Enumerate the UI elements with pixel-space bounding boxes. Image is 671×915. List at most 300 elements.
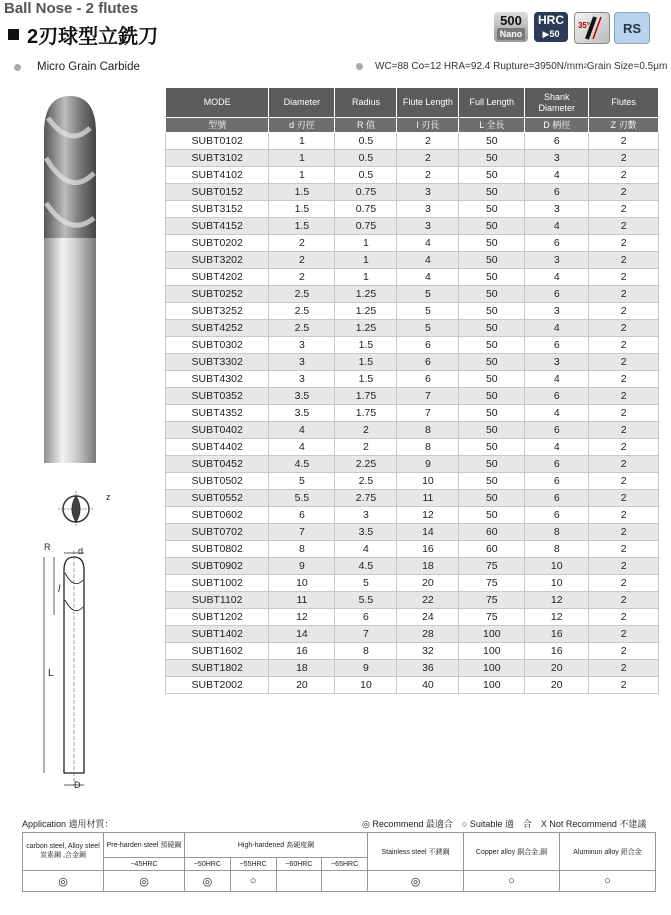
header-cell-zh: D 柄徑 bbox=[525, 118, 589, 133]
table-cell: 5.5 bbox=[335, 592, 397, 609]
bullet-dot-icon bbox=[14, 64, 21, 71]
table-cell: SUBT0702 bbox=[166, 524, 269, 541]
table-cell: 2 bbox=[397, 133, 459, 150]
rating-cell: ◎ bbox=[104, 871, 185, 892]
table-cell: SUBT4252 bbox=[166, 320, 269, 337]
table-cell: 20 bbox=[525, 660, 589, 677]
helix-angle-badge bbox=[574, 12, 610, 44]
header-cell: Diameter bbox=[269, 88, 335, 118]
table-cell: 50 bbox=[459, 235, 525, 252]
table-row bbox=[166, 252, 659, 269]
table-cell: 1 bbox=[335, 252, 397, 269]
table-cell: 3 bbox=[525, 150, 589, 167]
table-cell: 50 bbox=[459, 490, 525, 507]
spec-sup: 2 bbox=[583, 63, 587, 70]
table-cell: 11 bbox=[269, 592, 335, 609]
table-cell: 8 bbox=[525, 541, 589, 558]
table-cell: 6 bbox=[525, 133, 589, 150]
table-cell: SUBT4352 bbox=[166, 405, 269, 422]
spec-prefix: WC=88 Co=12 HRA=92.4 Rupture=3950N/mm bbox=[375, 61, 584, 72]
table-cell: 2 bbox=[589, 677, 659, 694]
table-row bbox=[166, 643, 659, 660]
table-row bbox=[166, 456, 659, 473]
hrc-label: ~50HRC bbox=[185, 858, 231, 871]
rating-cell: ○ bbox=[560, 871, 656, 892]
table-cell: 3 bbox=[525, 201, 589, 218]
table-cell: SUBT1002 bbox=[166, 575, 269, 592]
table-cell: SUBT4402 bbox=[166, 439, 269, 456]
table-cell: 5 bbox=[269, 473, 335, 490]
material-text: Micro Grain Carbide bbox=[37, 61, 140, 73]
table-cell: 3 bbox=[269, 354, 335, 371]
table-row bbox=[166, 439, 659, 456]
table-cell: SUBT0452 bbox=[166, 456, 269, 473]
table-cell: 7 bbox=[397, 405, 459, 422]
table-cell: 1 bbox=[335, 269, 397, 286]
end-mill-photo bbox=[30, 88, 110, 473]
table-cell: 2.5 bbox=[269, 286, 335, 303]
table-cell: 12 bbox=[525, 592, 589, 609]
table-cell: 2.75 bbox=[335, 490, 397, 507]
table-cell: 4 bbox=[525, 405, 589, 422]
table-cell: 4.5 bbox=[269, 456, 335, 473]
table-cell: 2.5 bbox=[269, 303, 335, 320]
table-cell: 3 bbox=[525, 354, 589, 371]
table-cell: 4 bbox=[397, 269, 459, 286]
table-cell: 8 bbox=[397, 439, 459, 456]
header-cell-zh: R 值 bbox=[335, 118, 397, 133]
rating-cell bbox=[322, 871, 368, 892]
table-cell: 11 bbox=[397, 490, 459, 507]
table-cell: 6 bbox=[525, 184, 589, 201]
rating-cell: ○ bbox=[464, 871, 560, 892]
table-header-en bbox=[166, 88, 659, 118]
table-cell: SUBT0302 bbox=[166, 337, 269, 354]
header-cell: Radius bbox=[335, 88, 397, 118]
table-row bbox=[166, 524, 659, 541]
table-cell: 50 bbox=[459, 439, 525, 456]
table-cell: 6 bbox=[397, 337, 459, 354]
table-cell: 4 bbox=[269, 422, 335, 439]
table-cell: 1.5 bbox=[269, 201, 335, 218]
table-row bbox=[166, 558, 659, 575]
table-cell: 4 bbox=[397, 252, 459, 269]
table-cell: 50 bbox=[459, 473, 525, 490]
table-row bbox=[166, 575, 659, 592]
header-cell: MODE bbox=[166, 88, 269, 118]
table-cell: 2 bbox=[589, 609, 659, 626]
table-cell: 3 bbox=[269, 371, 335, 388]
table-cell: 2 bbox=[589, 320, 659, 337]
table-cell: 60 bbox=[459, 524, 525, 541]
table-cell: 6 bbox=[397, 371, 459, 388]
table-cell: 6 bbox=[525, 388, 589, 405]
table-cell: 9 bbox=[335, 660, 397, 677]
table-cell: 2 bbox=[269, 269, 335, 286]
table-cell: 2 bbox=[589, 235, 659, 252]
shank-diameter-label: D bbox=[74, 780, 81, 790]
table-cell: 14 bbox=[269, 626, 335, 643]
table-cell: 2 bbox=[589, 252, 659, 269]
table-cell: 2 bbox=[589, 303, 659, 320]
table-cell: 1.25 bbox=[335, 320, 397, 337]
table-cell: 2 bbox=[589, 422, 659, 439]
table-cell: 60 bbox=[459, 541, 525, 558]
table-cell: 2 bbox=[589, 201, 659, 218]
table-cell: 2 bbox=[589, 592, 659, 609]
table-cell: 2 bbox=[397, 150, 459, 167]
table-cell: 6 bbox=[397, 354, 459, 371]
table-cell: 20 bbox=[397, 575, 459, 592]
table-cell: SUBT0402 bbox=[166, 422, 269, 439]
spec-line bbox=[356, 61, 667, 72]
table-cell: 6 bbox=[525, 422, 589, 439]
table-cell: 50 bbox=[459, 303, 525, 320]
rating-cell: ○ bbox=[230, 871, 276, 892]
col-aluminum-alloy: Aluminun alloy 鋁合金 bbox=[560, 833, 656, 871]
table-cell: 6 bbox=[335, 609, 397, 626]
table-cell: SUBT3302 bbox=[166, 354, 269, 371]
table-cell: 5 bbox=[397, 286, 459, 303]
table-cell: 2 bbox=[397, 167, 459, 184]
header-cell-zh: Z 刃數 bbox=[589, 118, 659, 133]
table-cell: 4 bbox=[525, 218, 589, 235]
table-row bbox=[166, 609, 659, 626]
table-cell: 0.75 bbox=[335, 201, 397, 218]
table-cell: 1.5 bbox=[335, 337, 397, 354]
table-cell: 1 bbox=[335, 235, 397, 252]
table-cell: SUBT0602 bbox=[166, 507, 269, 524]
table-cell: 50 bbox=[459, 184, 525, 201]
table-cell: 75 bbox=[459, 592, 525, 609]
table-row bbox=[166, 388, 659, 405]
product-spec-table bbox=[165, 87, 659, 694]
application-title: Application 適用材質： bbox=[22, 819, 114, 829]
table-cell: 50 bbox=[459, 320, 525, 337]
table-cell: 3 bbox=[397, 184, 459, 201]
table-cell: 1.25 bbox=[335, 286, 397, 303]
table-row bbox=[166, 405, 659, 422]
table-cell: SUBT0552 bbox=[166, 490, 269, 507]
table-cell: 2 bbox=[589, 558, 659, 575]
table-row bbox=[166, 218, 659, 235]
table-cell: 2 bbox=[589, 660, 659, 677]
header-cell-zh: l 刃長 bbox=[397, 118, 459, 133]
table-cell: 16 bbox=[525, 626, 589, 643]
table-row bbox=[166, 592, 659, 609]
square-bullet-icon bbox=[8, 29, 19, 40]
table-cell: 3 bbox=[397, 201, 459, 218]
table-cell: 2 bbox=[589, 456, 659, 473]
table-cell: 8 bbox=[335, 643, 397, 660]
header-cell: Flute Length bbox=[397, 88, 459, 118]
table-cell: 9 bbox=[397, 456, 459, 473]
table-cell: SUBT0352 bbox=[166, 388, 269, 405]
header-cell: Full Length bbox=[459, 88, 525, 118]
full-length-label: L bbox=[48, 668, 54, 679]
table-row bbox=[166, 677, 659, 694]
table-cell: 20 bbox=[269, 677, 335, 694]
table-row bbox=[166, 167, 659, 184]
table-cell: SUBT1602 bbox=[166, 643, 269, 660]
table-row bbox=[166, 133, 659, 150]
table-row bbox=[166, 354, 659, 371]
series-title: Ball Nose - 2 flutes bbox=[4, 0, 139, 17]
table-cell: 50 bbox=[459, 371, 525, 388]
rs-badge: RS bbox=[614, 12, 650, 44]
rating-cell bbox=[276, 871, 322, 892]
table-cell: SUBT3102 bbox=[166, 150, 269, 167]
table-cell: 50 bbox=[459, 252, 525, 269]
table-cell: 1.25 bbox=[335, 303, 397, 320]
ball-nose-end-view-icon bbox=[54, 487, 114, 532]
table-cell: 5 bbox=[397, 320, 459, 337]
table-cell: 12 bbox=[397, 507, 459, 524]
table-cell: 75 bbox=[459, 558, 525, 575]
table-cell: 6 bbox=[525, 490, 589, 507]
table-cell: 7 bbox=[269, 524, 335, 541]
table-cell: 50 bbox=[459, 507, 525, 524]
table-cell: 6 bbox=[525, 286, 589, 303]
table-cell: 2 bbox=[589, 643, 659, 660]
table-cell: 2 bbox=[589, 439, 659, 456]
table-cell: 1.5 bbox=[335, 371, 397, 388]
table-cell: 1.75 bbox=[335, 405, 397, 422]
table-cell: SUBT0802 bbox=[166, 541, 269, 558]
table-cell: 50 bbox=[459, 422, 525, 439]
table-cell: 2 bbox=[589, 218, 659, 235]
radius-label: R bbox=[44, 542, 51, 552]
nano-badge-top: 500 bbox=[500, 12, 522, 28]
table-cell: 10 bbox=[335, 677, 397, 694]
table-cell: 24 bbox=[397, 609, 459, 626]
col-carbon-steel: carbon steel, Alloy steel 炭素鋼 ,合金鋼 bbox=[23, 833, 104, 871]
table-cell: 2 bbox=[335, 439, 397, 456]
table-cell: 4 bbox=[525, 320, 589, 337]
table-cell: SUBT1102 bbox=[166, 592, 269, 609]
table-cell: 50 bbox=[459, 286, 525, 303]
hrc-label: ~55HRC bbox=[230, 858, 276, 871]
table-cell: 50 bbox=[459, 269, 525, 286]
table-cell: 3.5 bbox=[269, 405, 335, 422]
table-cell: 10 bbox=[397, 473, 459, 490]
table-cell: 22 bbox=[397, 592, 459, 609]
header-cell-zh: L 全長 bbox=[459, 118, 525, 133]
table-cell: 6 bbox=[525, 473, 589, 490]
table-cell: SUBT0202 bbox=[166, 235, 269, 252]
table-row bbox=[166, 371, 659, 388]
table-cell: 5 bbox=[397, 303, 459, 320]
table-cell: SUBT4302 bbox=[166, 371, 269, 388]
table-row bbox=[166, 303, 659, 320]
table-row bbox=[166, 626, 659, 643]
table-cell: 1.5 bbox=[269, 218, 335, 235]
table-row bbox=[166, 286, 659, 303]
product-title-text: 2刃球型立銑刀 bbox=[27, 26, 159, 48]
table-cell: 8 bbox=[397, 422, 459, 439]
table-cell: 0.5 bbox=[335, 167, 397, 184]
table-cell: 2.5 bbox=[269, 320, 335, 337]
table-cell: SUBT3202 bbox=[166, 252, 269, 269]
table-cell: 16 bbox=[397, 541, 459, 558]
table-cell: 6 bbox=[269, 507, 335, 524]
table-cell: 4 bbox=[525, 439, 589, 456]
spec-suffix: Grain Size=0.5μm bbox=[586, 61, 668, 72]
table-cell: 3 bbox=[525, 252, 589, 269]
table-cell: 14 bbox=[397, 524, 459, 541]
table-cell: 0.75 bbox=[335, 218, 397, 235]
rating-cell: ◎ bbox=[23, 871, 104, 892]
table-cell: SUBT1802 bbox=[166, 660, 269, 677]
table-row bbox=[166, 150, 659, 167]
table-cell: 0.5 bbox=[335, 133, 397, 150]
table-cell: 1.5 bbox=[269, 184, 335, 201]
table-cell: 32 bbox=[397, 643, 459, 660]
table-cell: 1.5 bbox=[335, 354, 397, 371]
table-cell: 75 bbox=[459, 609, 525, 626]
table-row bbox=[166, 541, 659, 558]
table-cell: 3 bbox=[397, 218, 459, 235]
table-cell: 2 bbox=[589, 490, 659, 507]
table-cell: 3 bbox=[269, 337, 335, 354]
table-body bbox=[166, 133, 659, 694]
table-cell: SUBT0252 bbox=[166, 286, 269, 303]
table-cell: SUBT2002 bbox=[166, 677, 269, 694]
table-cell: 50 bbox=[459, 201, 525, 218]
table-cell: 4 bbox=[335, 541, 397, 558]
table-cell: 2 bbox=[589, 286, 659, 303]
table-row bbox=[166, 490, 659, 507]
table-cell: 50 bbox=[459, 456, 525, 473]
table-cell: 50 bbox=[459, 405, 525, 422]
table-cell: 2.25 bbox=[335, 456, 397, 473]
hrc-label: ~65HRC bbox=[322, 858, 368, 871]
rating-cell: ◎ bbox=[185, 871, 231, 892]
table-cell: 6 bbox=[525, 507, 589, 524]
table-cell: 16 bbox=[525, 643, 589, 660]
col-copper-alloy: Copper alloy 銅合金,銅 bbox=[464, 833, 560, 871]
table-cell: 5 bbox=[335, 575, 397, 592]
table-row bbox=[166, 269, 659, 286]
table-cell: SUBT1402 bbox=[166, 626, 269, 643]
table-cell: SUBT0152 bbox=[166, 184, 269, 201]
table-cell: 2 bbox=[269, 235, 335, 252]
table-cell: 6 bbox=[525, 456, 589, 473]
table-cell: 2 bbox=[589, 354, 659, 371]
product-title bbox=[8, 20, 158, 49]
table-row bbox=[166, 184, 659, 201]
col-high-hardened: High-hardened 高硬度鋼 bbox=[185, 833, 368, 858]
hrc-label: ~60HRC bbox=[276, 858, 322, 871]
hrc-label: ~45HRC bbox=[104, 858, 185, 871]
table-cell: 2 bbox=[589, 133, 659, 150]
table-cell: 0.5 bbox=[335, 150, 397, 167]
table-cell: 100 bbox=[459, 626, 525, 643]
table-cell: 9 bbox=[269, 558, 335, 575]
table-cell: 3 bbox=[335, 507, 397, 524]
table-cell: 2 bbox=[589, 167, 659, 184]
nano-badge-bottom: Nano bbox=[497, 28, 526, 40]
table-cell: 75 bbox=[459, 575, 525, 592]
table-cell: 6 bbox=[525, 235, 589, 252]
material-line bbox=[14, 61, 140, 73]
table-row bbox=[166, 660, 659, 677]
table-row bbox=[166, 201, 659, 218]
table-cell: 7 bbox=[397, 388, 459, 405]
application-table bbox=[22, 832, 656, 892]
table-cell: SUBT4102 bbox=[166, 167, 269, 184]
table-cell: 50 bbox=[459, 150, 525, 167]
table-row bbox=[166, 507, 659, 524]
table-cell: SUBT0102 bbox=[166, 133, 269, 150]
table-cell: 50 bbox=[459, 218, 525, 235]
header-cell-zh: 型號 bbox=[166, 118, 269, 133]
table-cell: SUBT4202 bbox=[166, 269, 269, 286]
table-cell: 10 bbox=[525, 575, 589, 592]
table-cell: 1 bbox=[269, 133, 335, 150]
table-cell: SUBT3252 bbox=[166, 303, 269, 320]
header-cell: Shank Diameter bbox=[525, 88, 589, 118]
table-cell: 3.5 bbox=[269, 388, 335, 405]
helix-angle-label: 35° bbox=[577, 20, 591, 30]
table-cell: 2 bbox=[589, 541, 659, 558]
table-cell: 16 bbox=[269, 643, 335, 660]
table-cell: 4 bbox=[397, 235, 459, 252]
table-cell: 10 bbox=[525, 558, 589, 575]
table-cell: 3.5 bbox=[335, 524, 397, 541]
rating-cell: ◎ bbox=[368, 871, 464, 892]
table-cell: 4 bbox=[269, 439, 335, 456]
table-cell: 4 bbox=[525, 167, 589, 184]
table-cell: 3 bbox=[525, 303, 589, 320]
table-cell: 50 bbox=[459, 337, 525, 354]
table-cell: 50 bbox=[459, 167, 525, 184]
table-cell: 2 bbox=[589, 371, 659, 388]
table-cell: 2 bbox=[269, 252, 335, 269]
table-cell: 2 bbox=[589, 184, 659, 201]
table-cell: 100 bbox=[459, 677, 525, 694]
table-cell: SUBT1202 bbox=[166, 609, 269, 626]
table-cell: 2 bbox=[589, 388, 659, 405]
table-cell: 2 bbox=[335, 422, 397, 439]
bullet-dot-icon bbox=[356, 63, 363, 70]
table-cell: 40 bbox=[397, 677, 459, 694]
hrc-badge bbox=[534, 12, 568, 42]
table-cell: 2 bbox=[589, 524, 659, 541]
table-cell: 8 bbox=[269, 541, 335, 558]
table-cell: 20 bbox=[525, 677, 589, 694]
table-cell: 2 bbox=[589, 626, 659, 643]
table-cell: 2 bbox=[589, 507, 659, 524]
hrc-badge-top: HRC bbox=[538, 13, 564, 27]
table-cell: 100 bbox=[459, 660, 525, 677]
table-cell: 2 bbox=[589, 473, 659, 490]
nano-coating-badge bbox=[494, 12, 528, 42]
table-cell: 18 bbox=[269, 660, 335, 677]
table-cell: 10 bbox=[269, 575, 335, 592]
table-cell: 2 bbox=[589, 150, 659, 167]
table-cell: 2 bbox=[589, 337, 659, 354]
flute-length-label: l bbox=[58, 584, 61, 595]
table-cell: SUBT3152 bbox=[166, 201, 269, 218]
table-row bbox=[166, 320, 659, 337]
ball-nose-side-profile-icon bbox=[34, 545, 109, 795]
col-stainless-steel: Stainless steel 不銹鋼 bbox=[368, 833, 464, 871]
table-row bbox=[166, 235, 659, 252]
z-axis-label: z bbox=[106, 492, 111, 502]
table-cell: 28 bbox=[397, 626, 459, 643]
hrc-badge-bottom: ▶50 bbox=[542, 29, 560, 39]
